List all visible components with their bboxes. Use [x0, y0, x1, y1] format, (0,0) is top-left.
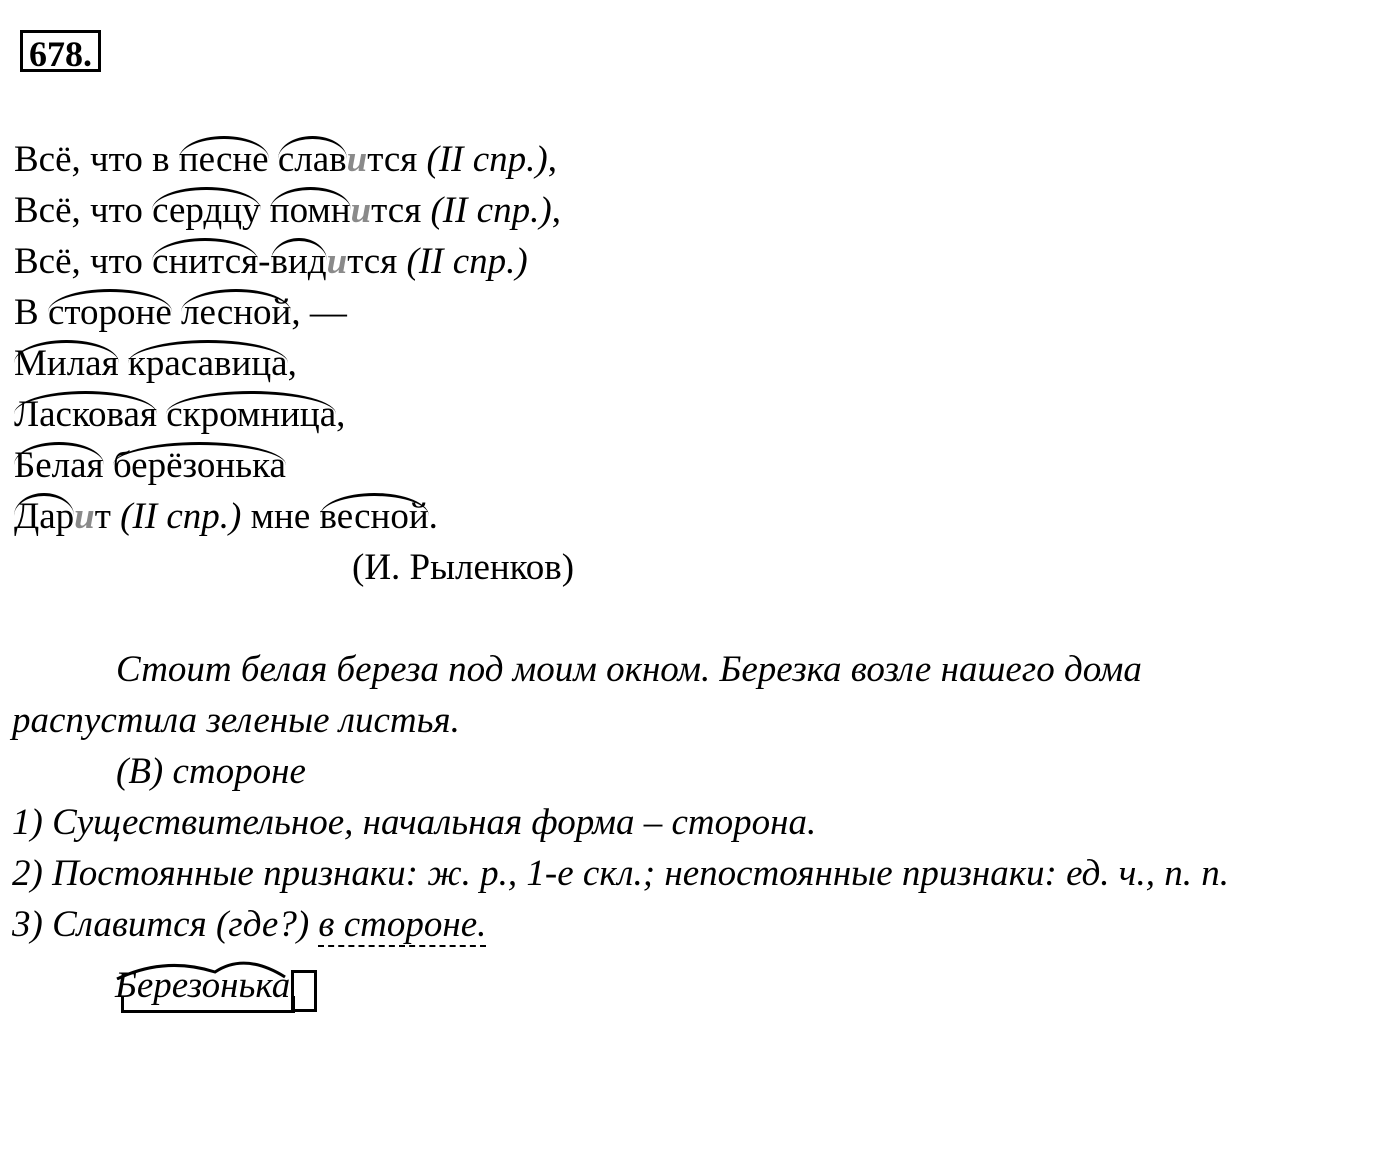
poem-text: ,: [287, 343, 297, 384]
poem-text: ,: [336, 394, 346, 435]
poem-text: [261, 190, 270, 231]
morpheme-stem-text: Березоньк: [115, 965, 272, 1006]
highlighted-vowel: и: [346, 139, 368, 180]
poem-line: [14, 236, 561, 287]
parse-word: (В) стороне: [116, 751, 306, 792]
root-marked-word: Дар: [14, 491, 74, 542]
poem-line: [14, 185, 561, 236]
morpheme-ending-text: а: [271, 965, 291, 1006]
sentence-line-2: распустила зеленые листья.: [12, 700, 460, 741]
root-marked-word: песне: [179, 134, 269, 185]
poem-text: [104, 445, 113, 486]
poem-text: тся: [367, 139, 427, 180]
conjugation-note: (II спр.): [120, 496, 242, 537]
poem-text: [119, 343, 128, 384]
poem-line: [14, 440, 561, 491]
highlighted-vowel: и: [74, 496, 95, 537]
poem-text: Всё, что: [14, 241, 153, 282]
root-marked-word: вид: [271, 236, 327, 287]
poem: [14, 134, 561, 542]
root-marked-word: Ласковая: [14, 389, 157, 440]
poem-text: ,: [551, 190, 561, 231]
parse-item-3-text: 3) Славится (где?): [12, 904, 319, 945]
parse-item-1: 1) Существительное, начальная форма – сторона.: [12, 802, 817, 843]
highlighted-vowel: и: [326, 241, 348, 282]
poem-text: т: [94, 496, 121, 537]
conjugation-note: (II спр.): [430, 190, 552, 231]
poem-text: тся: [347, 241, 407, 282]
poem-line: [14, 491, 561, 542]
parse-item-3: [12, 899, 1382, 950]
root-marked-word: лесной: [181, 287, 291, 338]
parse-item-2: 2) Постоянные признаки: ж. р., 1-е скл.; непостоянные признаки: ед. ч., п. п.: [12, 853, 1229, 894]
root-marked-word: стороне: [48, 287, 172, 338]
ending-box-icon: [291, 970, 317, 1012]
poem-line: [14, 287, 561, 338]
root-marked-word: Белая: [14, 440, 104, 491]
poem-text: Всё, что: [14, 190, 153, 231]
root-marked-word: берёзонька: [113, 440, 286, 491]
sentence-line-1: Стоит белая береза под моим окном. Березка возле нашего дома: [116, 649, 1142, 690]
root-marked-word: сердцу: [152, 185, 260, 236]
poem-line: [14, 338, 561, 389]
root-marked-word: Милая: [14, 338, 119, 389]
root-marked-word: скромница: [166, 389, 336, 440]
conjugation-note: (II спр.): [426, 139, 548, 180]
root-marked-word: весной: [320, 491, 429, 542]
poem-text: тся: [371, 190, 431, 231]
poem-line: [14, 389, 561, 440]
poem-text: [269, 139, 278, 180]
prose-section: [12, 644, 1382, 950]
root-marked-word: слав: [278, 134, 347, 185]
root-marked-word: снится: [152, 236, 258, 287]
poem-text: , —: [291, 292, 347, 333]
poem-text: .: [428, 496, 438, 537]
poem-author: (И. Рыленков): [352, 547, 575, 588]
poem-text: [157, 394, 166, 435]
root-marked-word: помн: [270, 185, 351, 236]
poem-text: ,: [547, 139, 557, 180]
poem-text: мне: [241, 496, 320, 537]
poem-text: Всё, что в: [14, 139, 179, 180]
highlighted-vowel: и: [350, 190, 372, 231]
root-marked-word: красавица: [128, 338, 288, 389]
poem-text: В: [14, 292, 48, 333]
exercise-number: 678.: [20, 30, 101, 72]
poem-text: [172, 292, 181, 333]
conjugation-note: (II спр.): [406, 241, 528, 282]
poem-line: [14, 134, 561, 185]
morpheme-analysis: [115, 960, 290, 1011]
parse-item-3-underlined: в стороне.: [318, 904, 487, 945]
poem-text: -: [258, 241, 271, 282]
morpheme-word: [115, 960, 290, 1011]
